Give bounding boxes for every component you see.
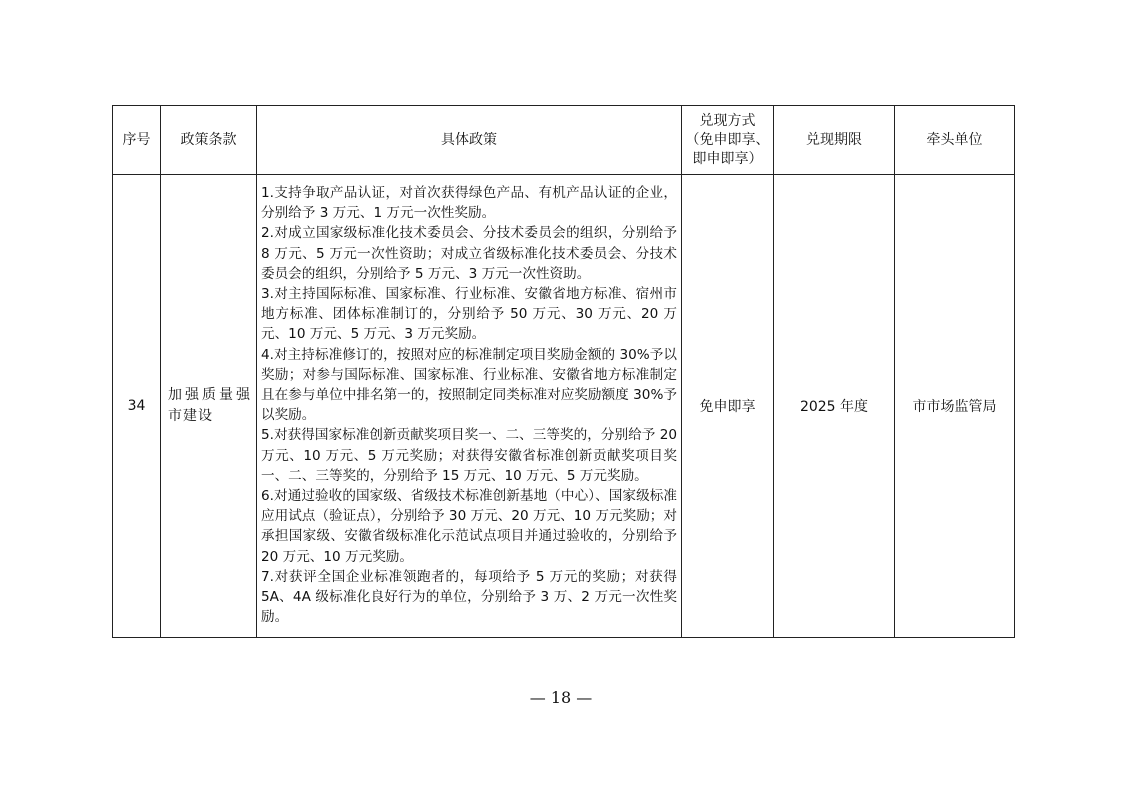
header-method xyxy=(682,106,774,175)
page-number: — 18 — xyxy=(529,688,593,707)
row-clause: 加强质量强市建设 xyxy=(161,175,257,638)
policy-item-4: 4.对主持标准修订的，按照对应的标准制定项目奖励金额的 30%予以奖励；对参与国际标准、国家标准、行业标准、安徽省地方标准制定且在参与单位中排名第一的，按照制定同类标准对应奖励额度 30%予以奖励。 xyxy=(261,346,677,424)
row-policy xyxy=(257,175,682,638)
policy-item-6: 6.对通过验收的国家级、省级技术标准创新基地（中心）、国家级标准应用试点（验证点），分别给予 30 万元、20 万元、10 万元奖励；对承担国家级、安徽省级标准化示范试点项目并通过验收的，分别给予 20 万元、10 万元奖励。 xyxy=(261,488,677,565)
header-lead-unit: 牵头单位 xyxy=(895,106,1015,175)
header-method-line-3: 即申即享） xyxy=(692,150,763,167)
header-period: 兑现期限 xyxy=(774,106,895,175)
header-method-line-2: （免申即享、 xyxy=(685,131,770,148)
policy-item-1: 1.支持争取产品认证，对首次获得绿色产品、有机产品认证的企业，分别给予 3 万元、1 万元一次性奖励。 xyxy=(261,185,677,222)
policy-table xyxy=(112,105,1015,638)
policy-item-3: 3.对主持国际标准、国家标准、行业标准、安徽省地方标准、宿州市地方标准、团体标准制订的，分别给予 50 万元、30 万元、20 万元、10 万元、5 万元、3 万元奖励。 xyxy=(261,286,677,343)
table-header-row xyxy=(113,106,1015,175)
policy-item-7: 7.对获评全国企业标准领跑者的，每项给予 5 万元的奖励；对获得 5A、4A 级标准化良好行为的单位，分别给予 3 万、2 万元一次性奖励。 xyxy=(261,568,677,626)
header-method-line-1: 兑现方式 xyxy=(699,112,756,129)
row-lead-unit: 市市场监管局 xyxy=(895,175,1015,638)
row-period: 2025 年度 xyxy=(774,175,895,638)
table-row xyxy=(113,175,1015,638)
policy-item-2: 2.对成立国家级标准化技术委员会、分技术委员会的组织，分别给予 8 万元、5 万元一次性资助；对成立省级标准化技术委员会、分技术委员会的组织，分别给予 5 万元、3 万元一次性资助。 xyxy=(261,225,677,282)
header-clause: 政策条款 xyxy=(161,106,257,175)
policy-item-5: 5.对获得国家标准创新贡献奖项目奖一、二、三等奖的，分别给予 20 万元、10 万元、5 万元奖励；对获得安徽省标准创新贡献奖项目奖一、二、三等奖的，分别给予 15 万元、10 万元、5 万元奖励。 xyxy=(261,427,677,484)
header-policy: 具体政策 xyxy=(257,106,682,175)
row-seq: 34 xyxy=(113,175,161,638)
header-seq: 序号 xyxy=(113,106,161,175)
row-method: 免申即享 xyxy=(682,175,774,638)
